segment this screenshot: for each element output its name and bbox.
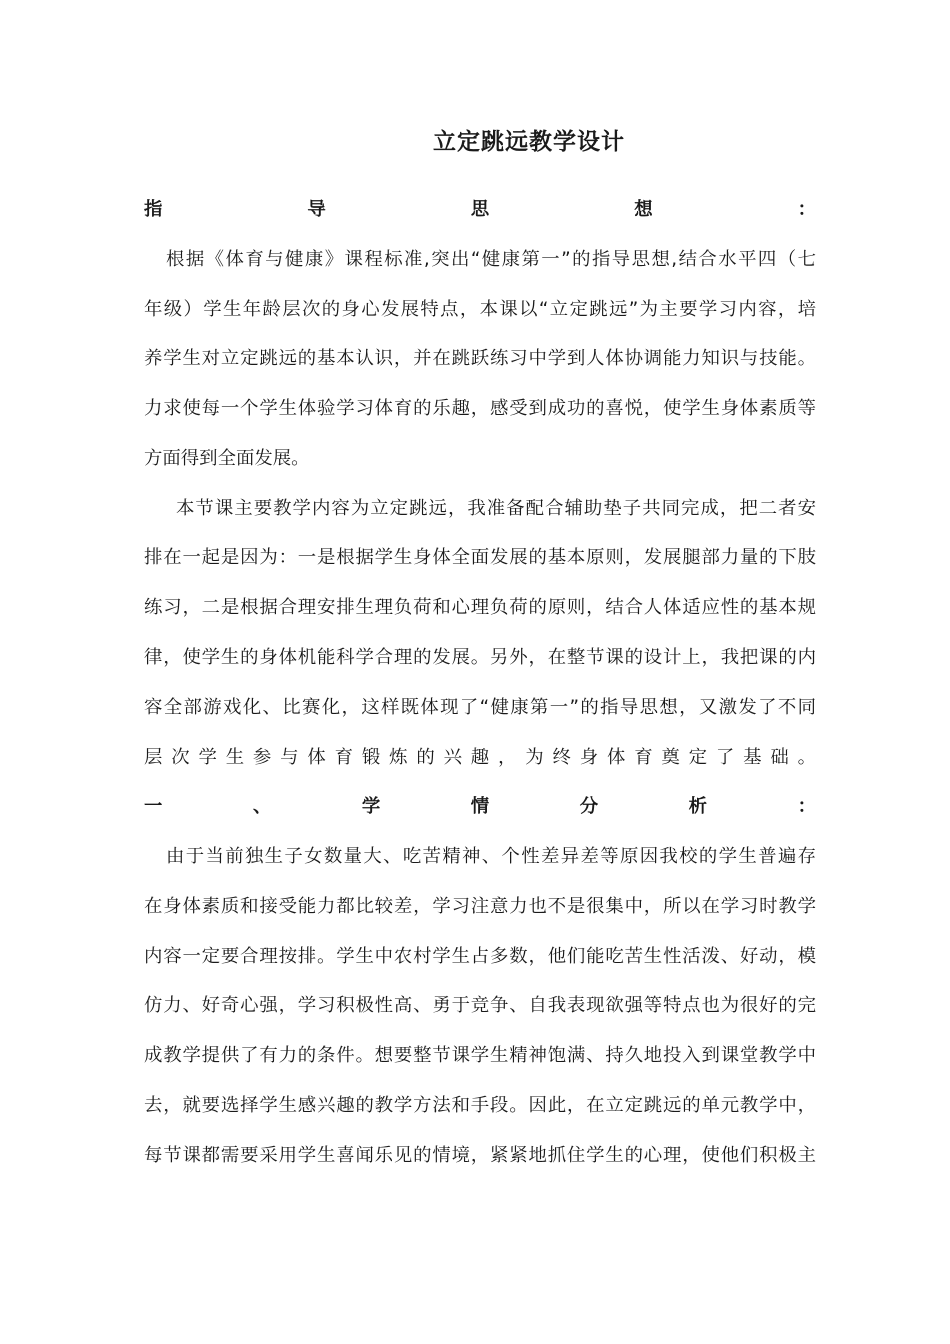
- heading-student-analysis: 一、学情分析：: [144, 796, 816, 817]
- paragraph-line: 去，就要选择学生感兴趣的教学方法和手段。因此，在立定跳远的单元教学中，: [144, 1095, 816, 1116]
- paragraph-line: 成教学提供了有力的条件。想要整节课学生精神饱满、持久地投入到课堂教学中: [144, 1045, 816, 1066]
- paragraph-line: 每节课都需要采用学生喜闻乐见的情境，紧紧地抓住学生的心理，使他们积极主: [144, 1145, 816, 1166]
- paragraph-line: 年级）学生年龄层次的身心发展特点，本课以“立定跳远”为主要学习内容，培: [144, 299, 816, 320]
- document-title: 立定跳远教学设计: [433, 129, 625, 155]
- paragraph-line: 仿力、好奇心强，学习积极性高、勇于竞争、自我表现欲强等特点也为很好的完: [144, 995, 816, 1016]
- heading-guiding-ideology: 指导思想：: [144, 199, 816, 220]
- paragraph-line: 根据《体育与健康》课程标准,突出“健康第一”的指导思想,结合水平四（七: [166, 249, 816, 270]
- paragraph-line: 容全部游戏化、比赛化，这样既体现了“健康第一”的指导思想，又激发了不同: [144, 697, 816, 718]
- paragraph-line: 力求使每一个学生体验学习体育的乐趣，感受到成功的喜悦，使学生身体素质等: [144, 398, 816, 419]
- paragraph-line: 本节课主要教学内容为立定跳远，我准备配合辅助垫子共同完成，把二者安: [176, 498, 816, 519]
- paragraph-line: 排在一起是因为：一是根据学生身体全面发展的基本原则，发展腿部力量的下肢: [144, 547, 816, 568]
- paragraph-line: 在身体素质和接受能力都比较差，学习注意力也不是很集中，所以在学习时教学: [144, 896, 816, 917]
- paragraph-line: 律，使学生的身体机能科学合理的发展。另外，在整节课的设计上，我把课的内: [144, 647, 816, 668]
- paragraph-line: 内容一定要合理按排。学生中农村学生占多数，他们能吃苦生性活泼、好动，模: [144, 946, 816, 967]
- paragraph-line: 方面得到全面发展。: [144, 448, 310, 469]
- paragraph-line: 层次学生参与体育锻炼的兴趣，为终身体育奠定了基础。: [144, 747, 816, 768]
- paragraph-line: 练习，二是根据合理安排生理负荷和心理负荷的原则，结合人体适应性的基本规: [144, 597, 816, 618]
- paragraph-line: 由于当前独生子女数量大、吃苦精神、个性差异差等原因我校的学生普遍存: [166, 846, 816, 867]
- paragraph-line: 养学生对立定跳远的基本认识，并在跳跃练习中学到人体协调能力知识与技能。: [144, 348, 816, 369]
